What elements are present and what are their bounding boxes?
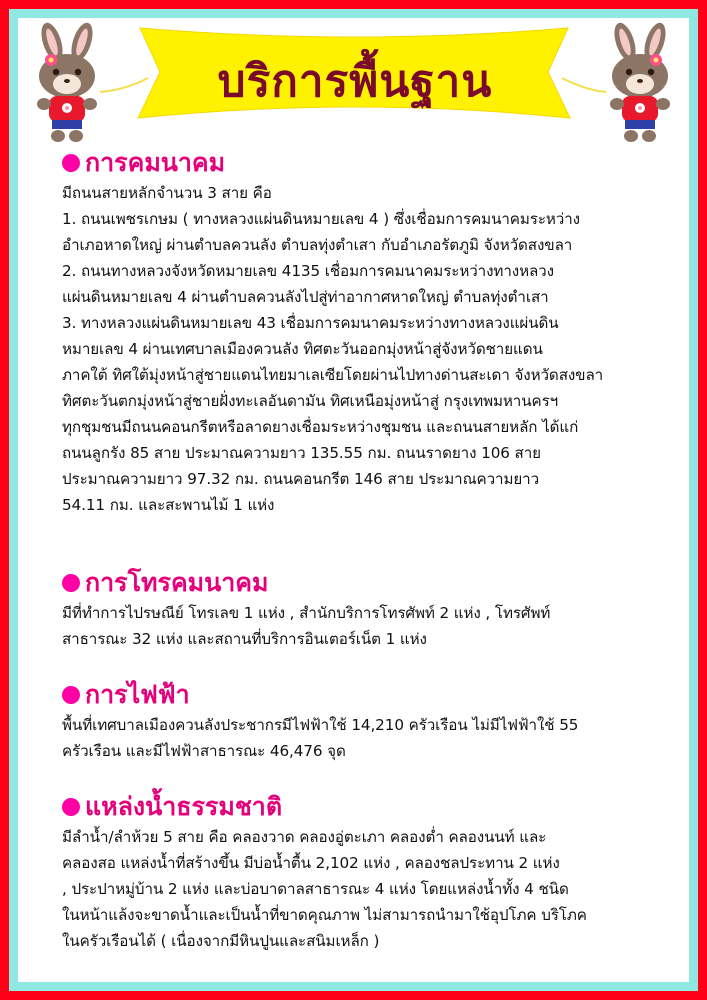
section-paragraph bbox=[62, 600, 550, 652]
text-line: พื้นที่เทศบาลเมืองควนลังประชากรมีไฟฟ้าใช้ 14,210 ครัวเรือน ไม่มีไฟฟ้าใช้ 55 bbox=[62, 716, 579, 734]
section-paragraph bbox=[62, 712, 578, 764]
text-line: ในหน้าแล้งจะขาดน้ำและเป็นน้ำที่ขาดคุณภาพ ไม่สามารถนำมาใช้อุปโภค บริโภค bbox=[62, 906, 587, 924]
text-line: ถนนลูกรัง 85 สาย ประมาณความยาว 135.55 กม. ถนนราดยาง 106 สาย bbox=[62, 444, 541, 462]
section-transportation bbox=[62, 146, 603, 518]
text-line: ทิศตะวันตกมุ่งหน้าสู่ชายฝั่งทะเลอันดามัน ทิศเหนือมุ่งหน้าสู่ กรุงเทพมหานครฯ bbox=[62, 392, 559, 410]
text-line: มีที่ทำการไปรษณีย์ โทรเลข 1 แห่ง , สำนักบริการโทรศัพท์ 2 แห่ง , โทรศัพท์ bbox=[62, 604, 551, 622]
bunny-mascot-right-icon bbox=[597, 20, 685, 145]
text-line: 2. ถนนทางหลวงจังหวัดหมายเลข 4135 เชื่อมการคมนาคมระหว่างทางหลวง bbox=[62, 262, 554, 280]
text-line: ทุกชุมชนมีถนนคอนกรีตหรือลาดยางเชื่อมระหว่างชุมชน และถนนสายหลัก ได้แก่ bbox=[62, 418, 579, 436]
section-heading-text: การคมนาคม bbox=[85, 148, 226, 177]
section-telecommunications bbox=[62, 566, 550, 652]
text-line: หมายเลข 4 ผ่านเทศบาลเมืองควนลัง ทิศตะวันออกมุ่งหน้าสู่จังหวัดชายแดน bbox=[62, 340, 543, 358]
section-heading bbox=[62, 790, 587, 824]
text-line: อำเภอหาดใหญ่ ผ่านตำบลควนลัง ตำบลทุ่งตำเสา กับอำเภอรัตภูมิ จังหวัดสงขลา bbox=[62, 236, 573, 254]
text-line: สาธารณะ 32 แห่ง และสถานที่บริการอินเตอร์เน็ต 1 แห่ง bbox=[62, 630, 427, 648]
text-line: 54.11 กม. และสะพานไม้ 1 แห่ง bbox=[62, 496, 275, 514]
text-line: 1. ถนนเพชรเกษม ( ทางหลวงแผ่นดินหมายเลข 4 ) ซึ่งเชื่อมการคมนาคมระหว่าง bbox=[62, 210, 580, 228]
section-heading bbox=[62, 566, 550, 600]
bullet-dot-icon bbox=[62, 574, 80, 592]
page-title: บริการพื้นฐาน bbox=[217, 56, 493, 107]
text-line: ครัวเรือน และมีไฟฟ้าสาธารณะ 46,476 จุด bbox=[62, 742, 346, 760]
section-heading bbox=[62, 146, 603, 180]
text-line: 3. ทางหลวงแผ่นดินหมายเลข 43 เชื่อมการคมนาคมระหว่างทางหลวงแผ่นดิน bbox=[62, 314, 559, 332]
bullet-dot-icon bbox=[62, 154, 80, 172]
text-line: ในครัวเรือนได้ ( เนื่องจากมีหินปูนและสนิมเหล็ก ) bbox=[62, 932, 380, 950]
header-banner bbox=[0, 0, 707, 150]
text-line: ภาคใต้ ทิศใต้มุ่งหน้าสู่ชายแดนไทยมาเลเซียโดยผ่านไปทางด่านสะเดา จังหวัดสงขลา bbox=[62, 366, 604, 384]
bunny-mascot-left-icon bbox=[24, 20, 112, 145]
section-heading-text: การไฟฟ้า bbox=[85, 680, 190, 709]
text-line: แผ่นดินหมายเลข 4 ผ่านตำบลควนลังไปสู่ท่าอากาศหาดใหญ่ ตำบลทุ่งตำเสา bbox=[62, 288, 549, 306]
section-heading bbox=[62, 678, 578, 712]
text-line: ประมาณความยาว 97.32 กม. ถนนคอนกรีต 146 สาย ประมาณความยาว bbox=[62, 470, 540, 488]
text-line: มีถนนสายหลักจำนวน 3 สาย คือ bbox=[62, 184, 272, 202]
section-paragraph bbox=[62, 824, 587, 954]
text-line: , ประปาหมู่บ้าน 2 แห่ง และบ่อบาดาลสาธารณะ 4 แห่ง โดยแหล่งน้ำทั้ง 4 ชนิด bbox=[62, 880, 569, 898]
section-electricity bbox=[62, 678, 578, 764]
section-heading-text: แหล่งน้ำธรรมชาติ bbox=[85, 792, 283, 821]
bullet-dot-icon bbox=[62, 686, 80, 704]
text-line: มีลำน้ำ/ลำห้วย 5 สาย คือ คลองวาด คลองอู่ตะเภา คลองต่ำ คลองนนท์ และ bbox=[62, 828, 547, 846]
bullet-dot-icon bbox=[62, 798, 80, 816]
section-natural-water-sources bbox=[62, 790, 587, 954]
text-line: คลองสอ แหล่งน้ำที่สร้างขึ้น มีบ่อน้ำตื้น 2,102 แห่ง , คลองชลประทาน 2 แห่ง bbox=[62, 854, 560, 872]
section-heading-text: การโทรคมนาคม bbox=[85, 568, 269, 597]
section-paragraph bbox=[62, 180, 603, 518]
